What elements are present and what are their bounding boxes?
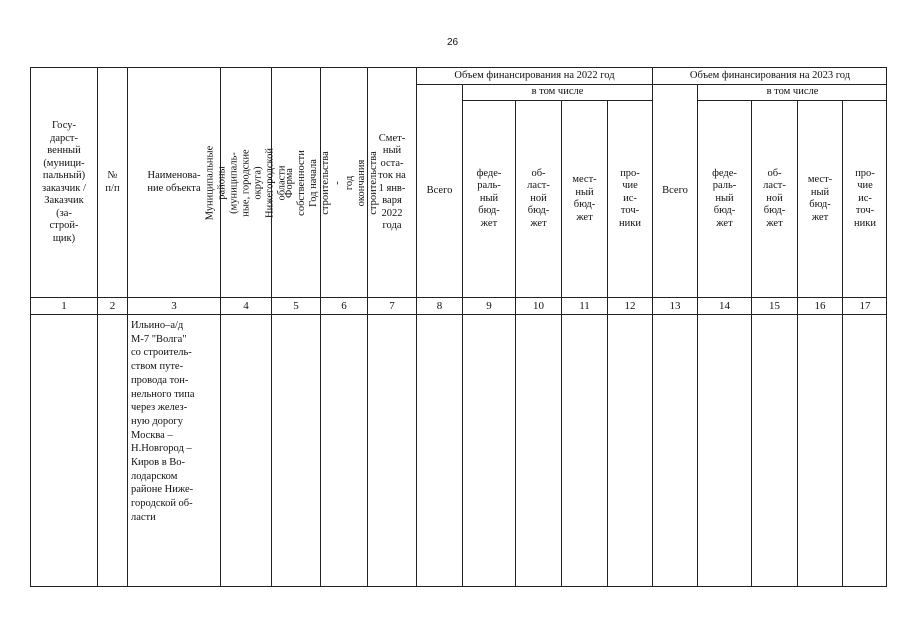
header-municipal-districts-cell bbox=[204, 68, 288, 297]
column-number: 11 bbox=[579, 299, 590, 312]
page-number: 26 bbox=[446, 37, 459, 48]
column-number: 4 bbox=[243, 299, 249, 312]
header-local-2023: мест- ный бюд- жет bbox=[807, 174, 833, 223]
column-number: 12 bbox=[624, 299, 636, 312]
header-municipal-districts: Муниципальные районы (муниципаль- ные, городские округа) Нижегородской области bbox=[204, 145, 288, 220]
column-number: 16 bbox=[814, 299, 826, 312]
header-local-2022: мест- ный бюд- жет bbox=[572, 174, 597, 223]
column-number: 9 bbox=[486, 299, 492, 312]
header-funding-2022: Объем финансирования на 2022 год bbox=[454, 69, 615, 81]
table-row-object-name: Ильино–а/д М-7 "Волга" со строитель- ством путе- провода тон- нельного типа через желез- ную дорогу Москва – Н.Новгород – Киров в Во- лодарском районе Ниже- городской об- ласти bbox=[131, 320, 195, 523]
header-other-2022: про- чие ис- точ- ники bbox=[619, 167, 641, 229]
header-regional-2022: об- ласт- ной бюд- жет bbox=[527, 167, 550, 229]
column-number: 8 bbox=[436, 299, 443, 312]
header-total-2022: Всего bbox=[426, 184, 453, 196]
column-number: 1 bbox=[61, 299, 67, 312]
column-number: 2 bbox=[109, 299, 116, 312]
header-federal-2022: феде- раль- ный бюд- жет bbox=[476, 167, 502, 229]
column-number: 14 bbox=[719, 299, 730, 312]
header-estimated-balance: Смет- ный оста- ток на 1 янв- варя 2022 года bbox=[378, 132, 406, 231]
column-number: 15 bbox=[769, 299, 780, 312]
column-number: 6 bbox=[341, 299, 347, 312]
column-number: 5 bbox=[293, 299, 299, 312]
column-number: 17 bbox=[859, 299, 871, 312]
header-total-2023: Всего bbox=[662, 184, 688, 196]
header-including-2023: в том числе bbox=[766, 86, 819, 98]
header-other-2023: про- чие ис- точ- ники bbox=[854, 167, 876, 229]
header-ownership-form: Форма собственности bbox=[284, 149, 307, 216]
header-number: № п/п bbox=[105, 170, 120, 194]
header-funding-2023: Объем финансирования на 2023 год bbox=[689, 69, 851, 81]
header-construction-years: Год начала строительства - год окончания строительства bbox=[308, 150, 380, 215]
column-number: 10 bbox=[533, 299, 544, 312]
header-construction-years-cell bbox=[308, 68, 380, 297]
column-number: 7 bbox=[389, 299, 395, 312]
header-object-name: Наименова- ние объекта bbox=[147, 170, 201, 194]
column-number: 3 bbox=[171, 299, 177, 312]
header-customer: Госу- дарст- венный (муници- пальный) заказчик / Заказчик (за- строй- щик) bbox=[42, 120, 86, 244]
column-number: 13 bbox=[669, 299, 681, 312]
header-federal-2023: феде- раль- ный бюд- жет bbox=[712, 167, 737, 229]
header-regional-2023: об- ласт- ной бюд- жет bbox=[763, 167, 786, 229]
header-including-2022: в том числе bbox=[531, 86, 584, 98]
